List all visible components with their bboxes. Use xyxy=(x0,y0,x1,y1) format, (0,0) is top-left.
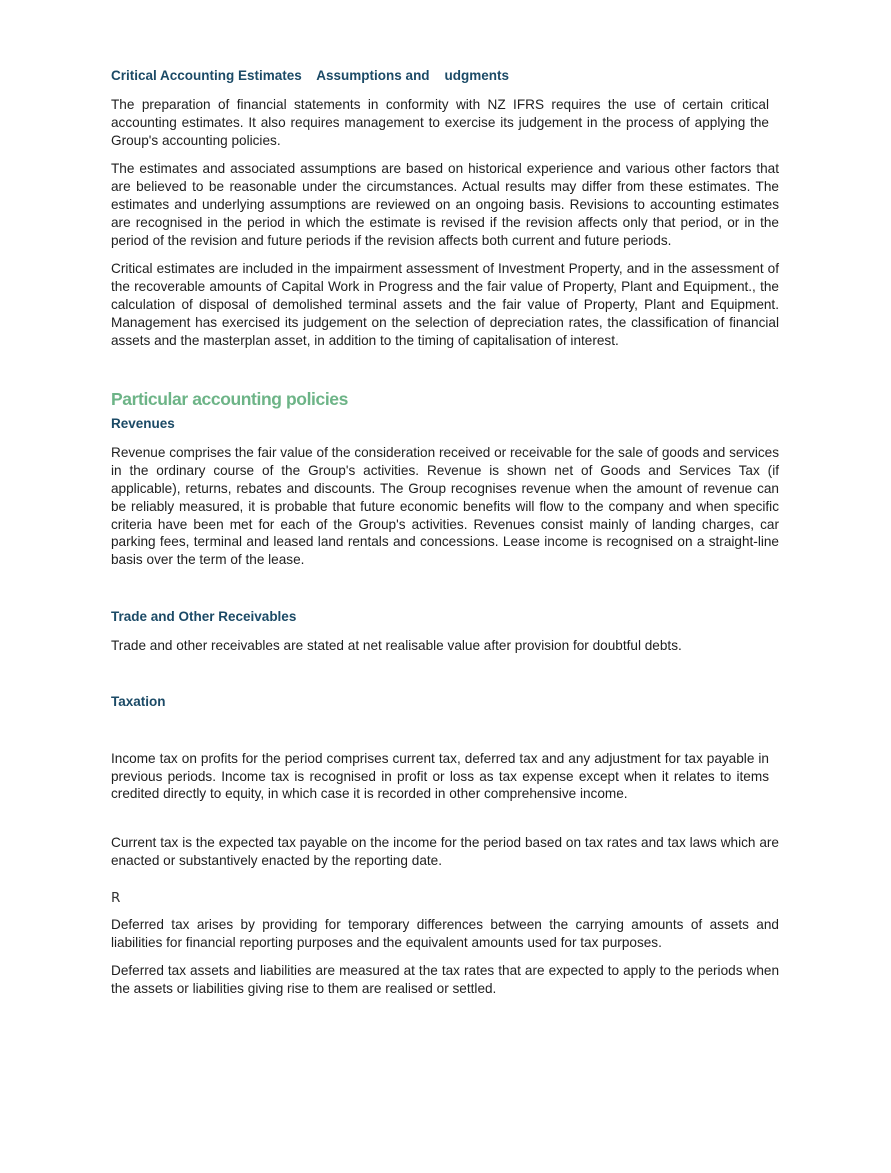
particular-policies-heading: Particular accounting policies xyxy=(111,389,348,410)
taxation-heading: Taxation xyxy=(111,693,166,709)
taxation-paragraph-1: Income tax on profits for the period comprises current tax, deferred tax and any adjustment for tax payable in previous periods. Income tax is recognised in profit or loss as tax expense except when it relates to items credited directly to equity, in which case it is recorded in other comprehensive income. xyxy=(111,750,769,802)
taxation-paragraph-3: Deferred tax arises by providing for temporary differences between the carrying amounts of assets and liabilities for financial reporting purposes and the equivalent amounts used for tax purposes. xyxy=(111,916,779,950)
critical-paragraph-1: The preparation of financial statements in conformity with NZ IFRS requires the use of certain critical accounting estimates. It also requires management to exercise its judgement in the process of applying the Group's accounting policies. xyxy=(111,97,769,148)
revenues-heading: Revenues xyxy=(111,416,175,432)
critical-paragraph-2: The estimates and associated assumptions are based on historical experience and various other factors that are believed to be reasonable under the circumstances. Actual results may differ from these estimates. The estimates and underlying assumptions are reviewed on an ongoing basis. Revisions to accounting estimates are recognised in the period in which the estimate is revised if the revision affects only that period, or in the period of the revision and future periods if the revision affects both current and future periods. xyxy=(111,161,779,248)
taxation-paragraph-4: Deferred tax assets and liabilities are measured at the tax rates that are expected to apply to the periods when the assets or liabilities giving rise to them are realised or settled. xyxy=(111,963,779,997)
document-page xyxy=(111,66,779,998)
revenues-paragraph: Revenue comprises the fair value of the consideration received or receivable for the sale of goods and services in the ordinary course of the Group's activities. Revenue is shown net of Goods and Services Tax (if applicable), returns, rebates and discounts. The Group recognises revenue when the amount of revenue can be reliably measured, it is probable that future economic benefits will flow to the company and when specific criteria have been met for each of the Group's activities. Revenues consist mainly of landing charges, car parking fees, terminal and leased land rentals and concessions. Lease income is recognised on a straight-line basis over the term of the lease. xyxy=(111,445,779,568)
receivables-paragraph: Trade and other receivables are stated at net realisable value after provision for doubtful debts. xyxy=(111,637,682,653)
critical-paragraph-3: Critical estimates are included in the impairment assessment of Investment Property, and in the assessment of the recoverable amounts of Capital Work in Progress and the fair value of Property, Plant and Equipment., the calculation of disposal of demolished terminal assets and the fair value of Property, Plant and Equipment. Management has exercised its judgement on the selection of depreciation rates, the classification of financial assets and the masterplan asset, in addition to the timing of capitalisation of interest. xyxy=(111,261,779,348)
receivables-heading: Trade and Other Receivables xyxy=(111,608,297,624)
critical-estimates-heading: Critical Accounting Estimates Assumptions and udgments xyxy=(111,68,510,83)
stray-letter: R xyxy=(111,889,121,906)
taxation-paragraph-2: Current tax is the expected tax payable on the income for the period based on tax rates and tax laws which are enacted or substantively enacted by the reporting date. xyxy=(111,835,779,868)
